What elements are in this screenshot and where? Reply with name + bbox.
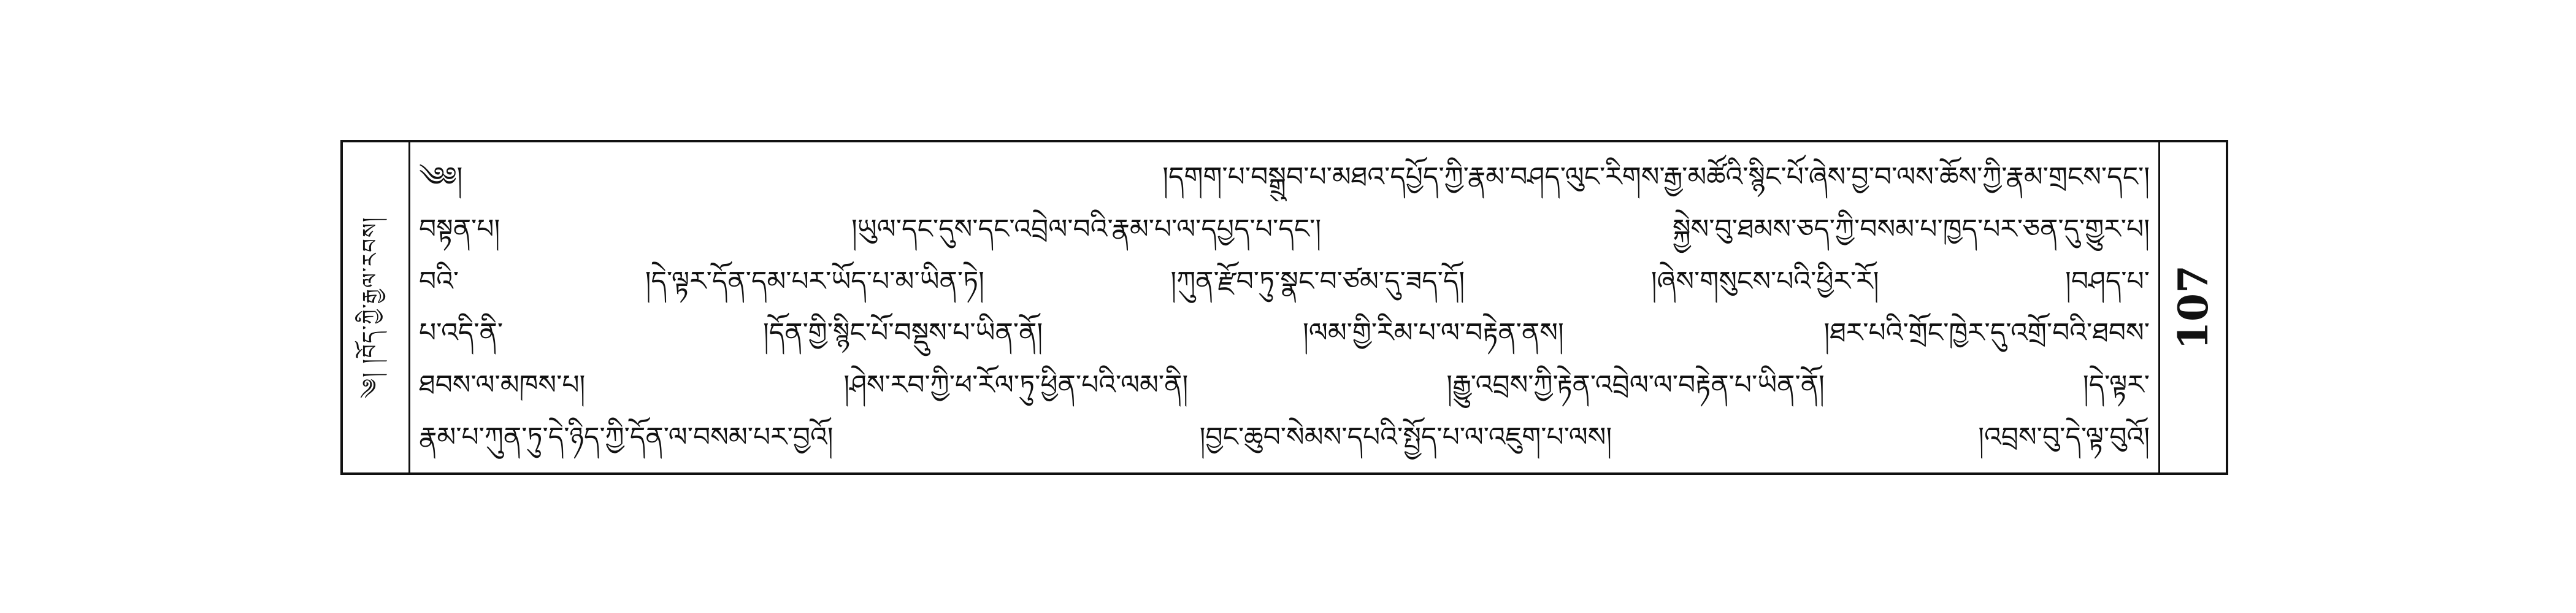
text-line-6: རྣམ་པ་ཀུན་ཏུ་དེ་ཉིད་ཀྱི་དོན་ལ་བསམ་པར་བྱའོ། །བྱང་ཆུབ་སེམས་དཔའི་སྤྱོད་པ་ལ་འཇུག་པ་ལས། །འབྲས་བུ་དེ་ལྟ་བུའོ། bbox=[419, 421, 2150, 453]
left-margin-label: ༄། །བོད་ཀྱི་རྒྱལ་རབས། bbox=[358, 216, 383, 399]
text-line-3: བའི་ །དེ་ལྟར་དོན་དམ་པར་ཡོད་པ་མ་ཡིན་ཏེ། །ཀུན་རྫོབ་ཏུ་སྣང་བ་ཙམ་དུ་ཟད་དོ། །ཞེས་གསུངས་པའི་ཕྱིར་རོ། །བཤད་པ་ bbox=[419, 265, 2150, 297]
text-line-2: བསྟན་པ། །ཡུལ་དང་དུས་དང་འབྲེལ་བའི་རྣམ་པ་ལ་དཔྱད་པ་དང་། སྐྱེས་བུ་ཐམས་ཅད་ཀྱི་བསམ་པ་ཁྱད་པར་ཅན་དུ་གྱུར་པ། bbox=[419, 213, 2150, 245]
left-margin bbox=[343, 142, 410, 472]
text-line-4: པ་འདི་ནི་ །དོན་གྱི་སྙིང་པོ་བསྡུས་པ་ཡིན་ནོ། །ལམ་གྱི་རིམ་པ་ལ་བརྟེན་ནས། །ཐར་པའི་གྲོང་ཁྱེར་དུ་འགྲོ་བའི་ཐབས་ bbox=[419, 317, 2150, 349]
page-number: 107 bbox=[2169, 265, 2217, 350]
text-line-1: ༄༅། །དགག་པ་བསྒྲུབ་པ་མཐའ་དཔྱོད་ཀྱི་རྣམ་བཤད་ལུང་རིགས་རྒྱ་མཚོའི་སྙིང་པོ་ཞེས་བྱ་བ་ལས་ཆོས་ཀྱི་རྣམ་གྲངས་དང་། bbox=[419, 161, 2150, 193]
right-margin bbox=[2158, 142, 2226, 472]
folio-frame bbox=[340, 140, 2228, 475]
text-block bbox=[419, 153, 2150, 461]
text-line-5: ཐབས་ལ་མཁས་པ། །ཤེས་རབ་ཀྱི་ཕ་རོལ་ཏུ་ཕྱིན་པའི་ལམ་ནི། །རྒྱུ་འབྲས་ཀྱི་རྟེན་འབྲེལ་ལ་བརྟེན་པ་ཡིན་ནོ། །དེ་ལྟར་ bbox=[419, 369, 2150, 401]
